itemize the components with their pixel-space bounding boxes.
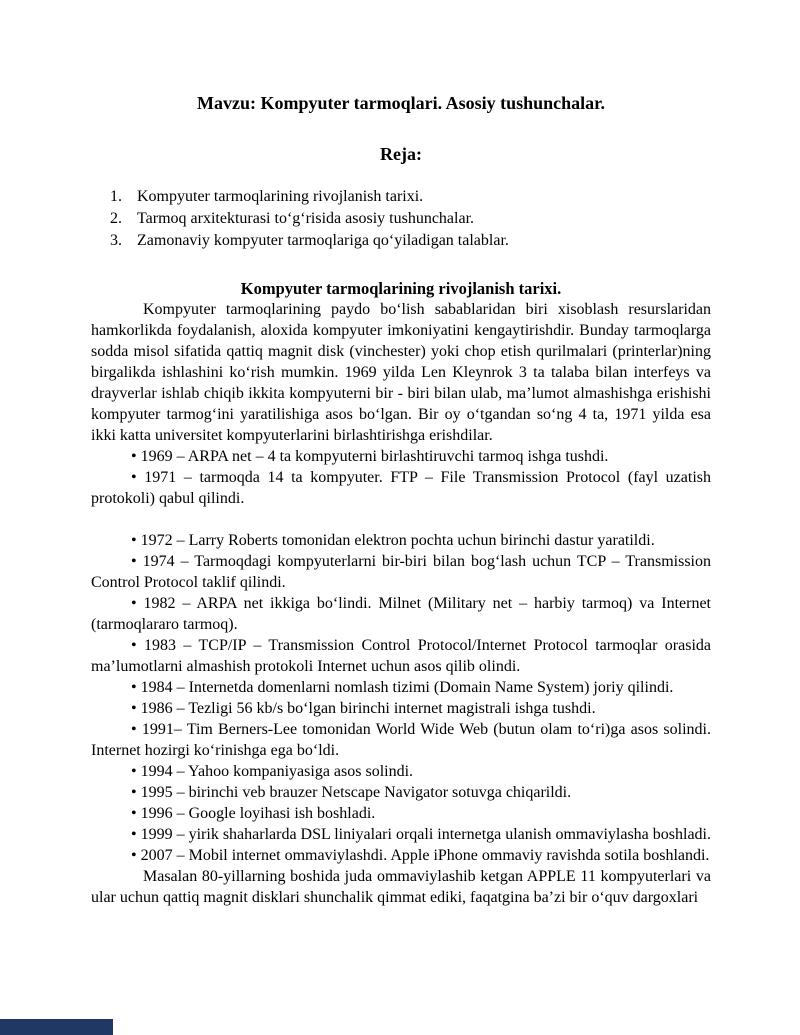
timeline-bullet-item: • 1971 – tarmoqda 14 ta kompyuter. FTP – File Transmission Protocol (fayl uzatish protokoli) qabul qilindi.	[91, 469, 711, 507]
timeline-bullet-item: • 1982 – ARPA net ikkiga bo‘lindi. Milnet (Military net – harbiy tarmoq) va Internet (tarmoqlararo tarmoq).	[91, 595, 711, 633]
timeline-bullet-item: • 1984 – Internetda domenlarni nomlash tizimi (Domain Name System) joriy qilindi.	[131, 679, 674, 696]
plan-list	[91, 186, 711, 252]
timeline-bullet-item: • 1972 – Larry Roberts tomonidan elektron pochta uchun birinchi dastur yaratildi.	[131, 532, 655, 549]
footer-accent-bar	[0, 1019, 113, 1035]
plan-item-number: 1.	[110, 188, 122, 205]
plan-item-label: Kompyuter tarmoqlarining rivojlanish tarixi.	[137, 188, 424, 205]
body-paragraph: Kompyuter tarmoqlarining paydo bo‘lish sabablaridan biri xisoblash resurslaridan hamkorlikda foydalanish, aloxida kompyuter imkoniyatini kengaytirishdir. Bunday tarmoqlarga sodda misol sifatida qattiq magnit disk (vinchester) yoki chop etish qurilmalari (printerlar)ning birgalikda ishlashini ko‘rish mumkin. 1969 yilda Len Kleynrok 3 ta talaba bilan interfeys va drayverlar ishlab chiqib ikkita kompyuterni bir - biri bilan ulab, ma’lumot almashishga erishishi kompyuter tarmog‘ini yaratilishiga asos bo‘lgan. Bir oy o‘tgandan so‘ng 4 ta, 1971 yilda esa ikki katta universitet kompyuterlarini birlashtirishga erishdilar.	[91, 301, 711, 444]
blank-line	[91, 509, 711, 530]
timeline-bullet-item: • 1986 – Tezligi 56 kb/s bo‘lgan birinchi internet magistrali ishga tushdi.	[131, 700, 596, 717]
timeline-bullet-item: • 1991– Tim Berners-Lee tomonidan World Wide Web (butun olam to‘ri)ga asos solindi. Internet hozirgi ko‘rinishga ega bo‘ldi.	[91, 721, 711, 759]
plan-list-item	[110, 230, 711, 252]
timeline-bullet-item: • 1983 – TCP/IP – Transmission Control Protocol/Internet Protocol tarmoqlar orasida ma’lumotlarni almashish protokoli Internet uchun asos qilib olindi.	[91, 637, 711, 675]
timeline-bullet-item: • 1994 – Yahoo kompaniyasiga asos solindi.	[131, 763, 414, 780]
plan-heading: Reja:	[380, 144, 422, 164]
plan-item-label: Tarmoq arxitekturasi to‘g‘risida asosiy tushunchalar.	[137, 210, 475, 227]
timeline-bullet-item: • 1974 – Tarmoqdagi kompyuterlarni bir-biri bilan bog‘lash uchun TCP – Transmission Control Protocol taklif qilindi.	[91, 553, 711, 591]
timeline-bullet-item: • 1996 – Google loyihasi ish boshladi.	[131, 805, 376, 822]
body-paragraph: Masalan 80-yillarning boshida juda ommaviylashib ketgan APPLE 11 kompyuterlari va ular uchun qattiq magnit disklari shunchalik qimmat ediki, faqatgina ba’zi bir o‘quv dargoxlari	[91, 868, 711, 906]
plan-list-item	[110, 186, 711, 208]
plan-list-item	[110, 208, 711, 230]
section-body	[91, 299, 711, 908]
plan-item-number: 2.	[110, 210, 122, 227]
section-heading: Kompyuter tarmoqlarining rivojlanish tarixi.	[240, 279, 562, 298]
plan-item-label: Zamonaviy kompyuter tarmoqlariga qo‘yiladigan talablar.	[137, 232, 509, 249]
timeline-bullet-item: • 2007 – Mobil internet ommaviylashdi. Apple iPhone ommaviy ravishda sotila boshlandi.	[131, 847, 710, 864]
timeline-bullet-item: • 1999 – yirik shaharlarda DSL liniyalari orqali internetga ulanish ommaviylasha boshladi.	[131, 826, 711, 843]
document-title: Mavzu: Kompyuter tarmoqlari. Asosiy tushunchalar.	[196, 93, 606, 113]
timeline-bullet-item: • 1969 – ARPA net – 4 ta kompyuterni birlashtiruvchi tarmoq ishga tushdi.	[131, 448, 609, 465]
plan-item-number: 3.	[110, 232, 122, 249]
timeline-bullet-item: • 1995 – birinchi veb brauzer Netscape Navigator sotuvga chiqarildi.	[131, 784, 572, 801]
